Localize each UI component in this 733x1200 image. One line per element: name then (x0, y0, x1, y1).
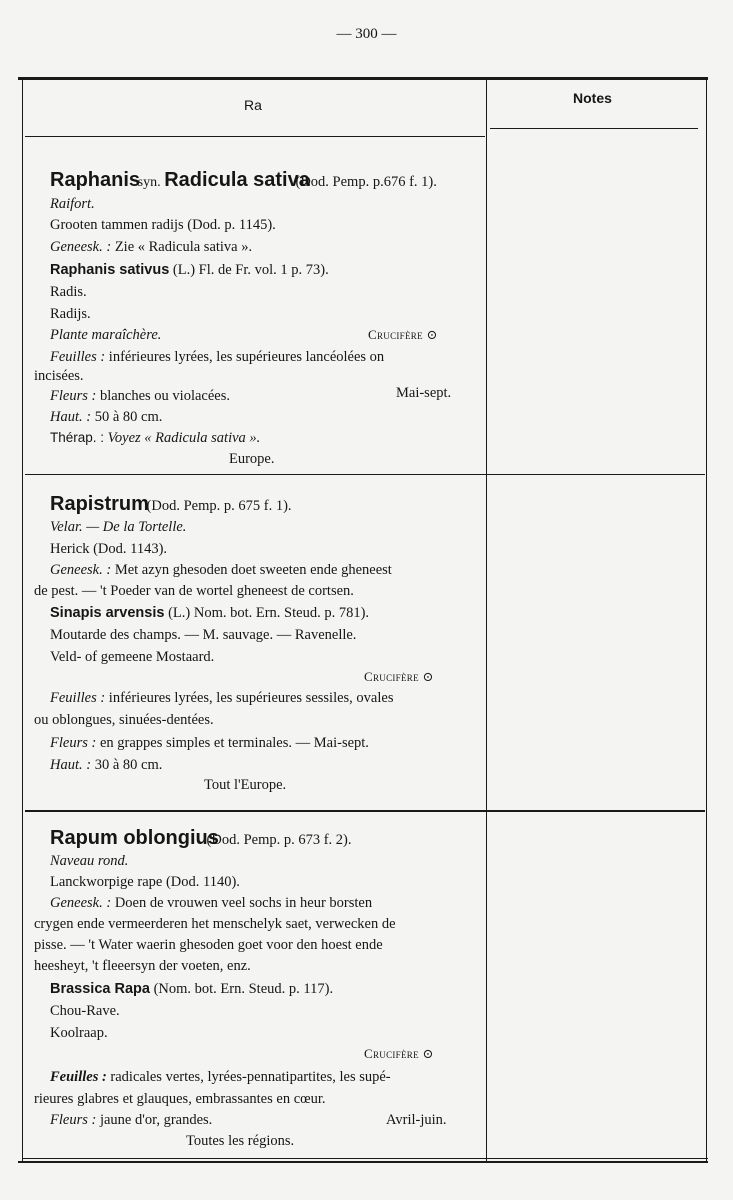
dutch-name: Herick (Dod. 1143). (50, 541, 168, 557)
dutch-name: Grooten tammen radijs (Dod. p. 1145). (50, 217, 276, 233)
flowers-description: Fleurs : blanches ou violacées. (50, 388, 230, 404)
header-rule-right (490, 128, 698, 129)
table-left-rule (22, 78, 23, 1163)
annual-symbol-icon: ⊙ (422, 669, 434, 684)
header-rule-left (25, 136, 485, 137)
leaves-description-cont: rieures glabres et glauques, embrassantes en cœur. (34, 1091, 326, 1107)
region: Toutes les régions. (186, 1133, 295, 1149)
medicinal-note-cont: de pest. — 't Poeder van de wortel gheneest de cortsen. (34, 583, 354, 599)
table-bottom-rule-thick (18, 1161, 708, 1163)
french-name: Velar. — De la Tortelle. (50, 519, 187, 535)
leaves-description-cont: incisées. (34, 368, 84, 384)
flowering-period: Avril-juin. (386, 1112, 447, 1128)
linnaean-name: Raphanis sativus (L.) Fl. de Fr. vol. 1 p. 73). (50, 262, 329, 278)
therapeutic-note: Thérap. : Voyez « Radicula sativa ». (50, 430, 261, 446)
medicinal-note-cont: crygen ende vermeerderen het menschelyk saet, verwecken de (34, 916, 396, 932)
table-right-rule (706, 78, 707, 1163)
column-divider (486, 78, 487, 1163)
height: Haut. : 50 à 80 cm. (50, 409, 163, 425)
medicinal-note: Geneesk. : Met azyn ghesoden doet sweeten ende gheneest (50, 562, 392, 578)
medicinal-note-cont: pisse. — 't Water waerin ghesoden goet voor den hoest ende (34, 937, 383, 953)
leaves-description: Feuilles : inférieures lyrées, les supérieures lancéolées on (50, 349, 385, 365)
entry-heading: Raphanis syn. Radicula sativa (Dod. Pemp. p.676 f. 1). (50, 169, 437, 191)
common-names: Moutarde des champs. — M. sauvage. — Ravenelle. (50, 627, 357, 643)
common-name: Radijs. (50, 306, 91, 322)
plant-use: Plante maraîchère. (50, 327, 162, 343)
french-name: Raifort. (50, 196, 95, 212)
medicinal-note: Geneesk. : Doen de vrouwen veel sochs in heur borsten (50, 895, 373, 911)
common-name: Radis. (50, 284, 87, 300)
column-header-ra: Ra (244, 97, 262, 113)
french-name: Naveau rond. (50, 853, 129, 869)
plant-family: Crucifère ⊙ (368, 327, 438, 342)
column-header-notes: Notes (573, 90, 612, 106)
region: Europe. (229, 451, 275, 467)
linnaean-name: Sinapis arvensis (L.) Nom. bot. Ern. Steud. p. 781). (50, 605, 370, 621)
entry-heading: Rapistrum (Dod. Pemp. p. 675 f. 1). (50, 493, 292, 515)
entry-heading: Rapum oblongius (Dod. Pemp. p. 673 f. 2). (50, 827, 352, 849)
leaves-description-cont: ou oblongues, sinuées-dentées. (34, 712, 214, 728)
leaves-description: Feuilles : radicales vertes, lyrées-pennatipartites, les supé- (50, 1069, 391, 1085)
syn-label: syn. (137, 175, 161, 190)
plant-family: Crucifère ⊙ (364, 669, 434, 684)
page-number: — 300 — (336, 26, 397, 42)
height: Haut. : 30 à 80 cm. (50, 757, 163, 773)
entry-reference: (Dod. Pemp. p.676 f. 1). (295, 174, 437, 190)
annual-symbol-icon: ⊙ (426, 327, 438, 342)
common-name: Koolraap. (50, 1025, 108, 1041)
medicinal-note: Geneesk. : Zie « Radicula sativa ». (50, 239, 253, 255)
dutch-name: Veld- of gemeene Mostaard. (50, 649, 215, 665)
dutch-name: Lanckworpige rape (Dod. 1140). (50, 874, 240, 890)
linnaean-name: Brassica Rapa (Nom. bot. Ern. Steud. p. 117). (50, 981, 334, 997)
entry-divider-1 (25, 474, 705, 475)
medicinal-note-cont: heesheyt, 't fleeersyn der voeten, enz. (34, 958, 251, 974)
region: Tout l'Europe. (204, 777, 287, 793)
leaves-description: Feuilles : inférieures lyrées, les supérieures sessiles, ovales (50, 690, 394, 706)
annual-symbol-icon: ⊙ (422, 1046, 434, 1061)
plant-family: Crucifère ⊙ (364, 1046, 434, 1061)
flowers-description: Fleurs : en grappes simples et terminales. — Mai-sept. (50, 735, 369, 751)
table-bottom-rule (22, 1158, 708, 1159)
entry-reference: (Dod. Pemp. p. 673 f. 2). (206, 832, 352, 848)
flowering-period: Mai-sept. (396, 385, 452, 401)
table-top-rule (18, 77, 708, 80)
common-name: Chou-Rave. (50, 1003, 120, 1019)
flowers-description: Fleurs : jaune d'or, grandes. (50, 1112, 213, 1128)
entry-reference: (Dod. Pemp. p. 675 f. 1). (146, 498, 292, 514)
entry-divider-2 (25, 810, 705, 812)
